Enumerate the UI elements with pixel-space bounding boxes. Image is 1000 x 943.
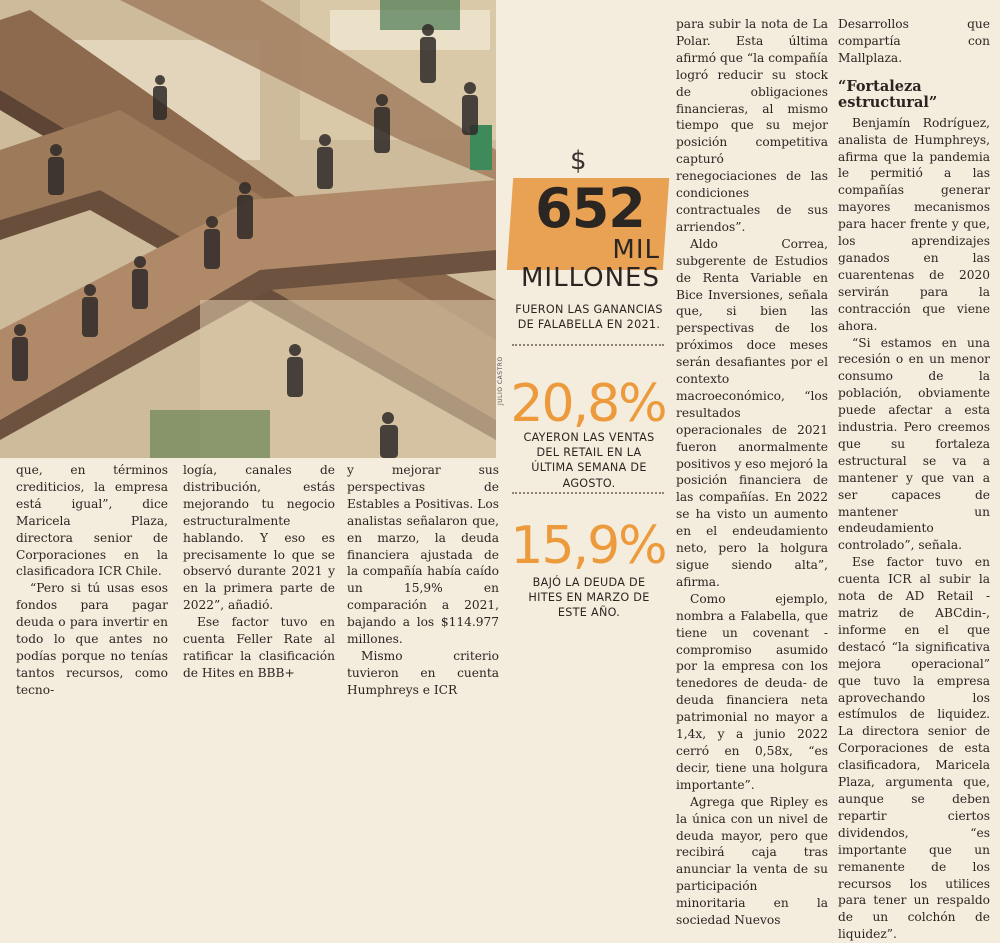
paragraph: Aldo Correa, subgerente de Estudios de Renta Variable en Bice Inversiones, señala que, si bien las perspectivas de los próximos doce meses serán desafiantes por el contexto macroeconómico, “los resultados operacionales de 2021 fueron anormalmente positivos y eso mejoró la posición financiera de las compañías. En 2022 se ha visto un aumento en el endeudamiento neto, pero la holgura sigue siendo alta”, afirma. [676, 236, 828, 589]
article-column-2 [183, 462, 335, 682]
article-column-5 [838, 16, 990, 943]
dotted-divider [512, 492, 664, 494]
stat-sales-drop-caption: CAYERON LAS VENTAS DEL RETAIL EN LA ÚLTIMA SEMANA DE AGOSTO. [523, 431, 655, 490]
paragraph: Ese factor tuvo en cuenta Feller Rate al ratificar la clasificación de Hites en BBB+ [183, 615, 335, 680]
paragraph: Ese factor tuvo en cuenta ICR al subir la nota de AD Retail -matriz de ABCdin-, informe en el que destacó “la significativa mejora operacional” que tuvo la empresa aprovechando los estímulos de liquidez. La directora senior de Corporaciones de esta clasificadora, Maricela Plaza, argumenta que, aunque se deben repartir ciertos dividendos, “es importante que un remanente de los recursos los utilices para tener un respaldo de un colchón de liquidez”. [838, 555, 990, 942]
paragraph: Desarrollos que compartía con Mallplaza. [838, 17, 990, 65]
photo-credit: JULIO CASTRO [497, 356, 504, 405]
escalator-illustration [0, 0, 496, 458]
paragraph: y mejorar sus perspectivas de Estables a Positivas. Los analistas señalaron que, en marzo, la deuda financiera ajustada de la compañía había caído un 15,9% en comparación a 2021, bajando a los $114.977 millones. [347, 463, 499, 647]
paragraph: “Si estamos en una recesión o en un menor consumo de la población, obviamente puede afectar a esta industria. Pero creemos que su fortaleza estructural se va a mantener y que van a ser capaces de mantener un endeudamiento controlado”, señala. [838, 335, 990, 553]
paragraph: para subir la nota de La Polar. Esta última afirmó que “la compañía logró reducir su stock de obligaciones financieras, al mismo tiempo que su mejor posición competitiva capturó renegociaciones de las condiciones contractuales de sus arriendos”. [676, 17, 828, 234]
stat-sales-drop-value: 20,8% [510, 374, 666, 434]
article-column-3 [347, 462, 499, 699]
section-subhead: “Fortaleza estructural” [838, 77, 938, 111]
stat-debt-drop-caption: BAJÓ LA DEUDA DE HITES EN MARZO DE ESTE AÑO. [528, 576, 650, 620]
stat-profit-unit-line1: MIL [612, 235, 660, 265]
paragraph: que, en términos crediticios, la empresa está igual”, dice Maricela Plaza, directora senior de Corporaciones en la clasificadora ICR Chile. [16, 463, 168, 579]
paragraph: Como ejemplo, nombra a Falabella, que tiene un covenant -compromiso asumido por la empresa con los tenedores de deuda- de deuda financiera neta patrimonial no mayor a 1,4x, y a junio 2022 cerró en 0,58x, “es decir, tiene una holgura importante”. [676, 591, 828, 792]
paragraph: “Pero si tú usas esos fondos para pagar deuda o para invertir en todo lo que antes no podías porque no tenías tantos recursos, como tecno- [16, 581, 168, 697]
paragraph: Mismo criterio tuvieron en cuenta Humphreys e ICR [347, 648, 499, 697]
paragraph: logía, canales de distribución, estás mejorando tu negocio estructuralmente hablando. Y eso es precisamente lo que se observó durante 2021 y en la primera parte de 2022”, añadió. [183, 463, 335, 613]
escalator-photo [0, 0, 496, 458]
article-column-4 [676, 16, 828, 929]
paragraph: Agrega que Ripley es la única con un nivel de deuda mayor, pero que recibirá caja tras anunciar la venta de su participación minoritaria en la sociedad Nuevos [676, 794, 828, 928]
stat-profit-caption: FUERON LAS GANANCIAS DE FALABELLA EN 2021. [515, 303, 663, 332]
article-column-1 [16, 462, 168, 699]
dotted-divider [512, 344, 664, 346]
dollar-sign: $ [570, 146, 587, 176]
stat-profit-unit-line2: MILLONES [521, 263, 660, 293]
stat-debt-drop-value: 15,9% [510, 516, 666, 576]
stat-profit-value: 652 [535, 177, 645, 240]
paragraph: Benjamín Rodríguez, analista de Humphreys, afirma que la pandemia le permitió a las compañías generar mayores mecanismos para hacer frente y que, los aprendizajes ganados en las cuarentenas de 2020 servirán para la contracción que viene ahora. [838, 115, 990, 333]
stat-profit-unit [520, 236, 660, 292]
